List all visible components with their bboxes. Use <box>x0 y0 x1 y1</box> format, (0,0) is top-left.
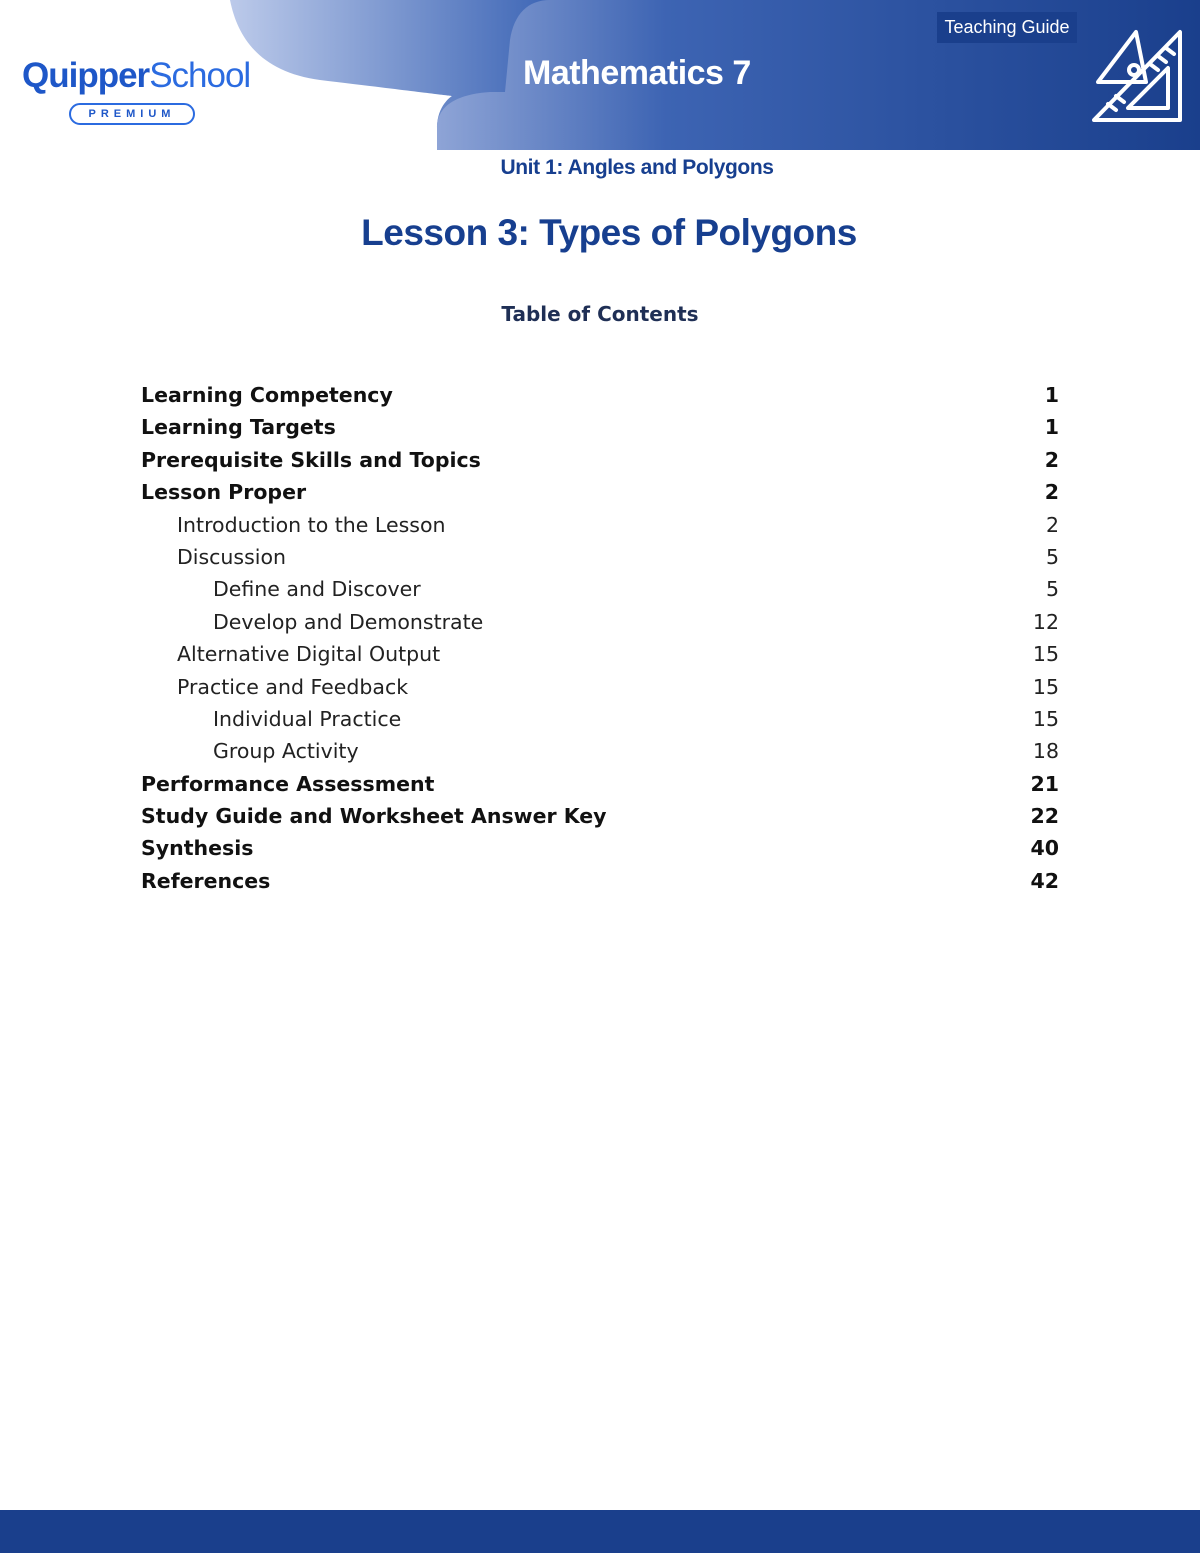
toc-item-page: 15 <box>1032 674 1059 699</box>
lesson-title: Lesson 3: Types of Polygons <box>361 212 857 253</box>
toc-item-page: 15 <box>1032 706 1059 731</box>
toc-item-title: Practice and Feedback <box>177 674 409 699</box>
toc-item-page: 5 <box>1045 544 1059 569</box>
toc-item-page: 18 <box>1032 739 1059 764</box>
toc-item-title: Define and Discover <box>213 577 421 602</box>
toc-item[interactable] <box>141 865 1059 897</box>
toc-item-page: 22 <box>1030 804 1059 829</box>
toc-item-page: 40 <box>1030 836 1059 861</box>
toc-item[interactable] <box>141 541 1059 573</box>
table-of-contents <box>141 379 1059 897</box>
toc-item[interactable] <box>141 703 1059 735</box>
toc-item-page: 2 <box>1044 447 1059 472</box>
toc-item-page: 1 <box>1044 415 1059 440</box>
toc-item[interactable] <box>141 735 1059 767</box>
toc-item[interactable] <box>141 832 1059 864</box>
quipper-school-logo <box>22 56 251 120</box>
toc-item[interactable] <box>141 379 1059 411</box>
toc-item-title: Discussion <box>177 544 287 569</box>
toc-item[interactable] <box>141 606 1059 638</box>
toc-item-page: 2 <box>1044 480 1059 505</box>
logo-quipper: Quipper <box>22 56 150 95</box>
toc-item-title: Individual Practice <box>213 706 402 731</box>
logo-school: School <box>149 56 251 95</box>
toc-item-title: Develop and Demonstrate <box>213 609 484 634</box>
toc-item-title: Group Activity <box>213 739 359 764</box>
toc-item-title: Study Guide and Worksheet Answer Key <box>141 804 607 829</box>
unit-title: Unit 1: Angles and Polygons <box>500 156 774 179</box>
footer-bar <box>0 1510 1200 1553</box>
toc-item-page: 1 <box>1044 383 1059 407</box>
toc-item[interactable] <box>141 768 1059 800</box>
premium-badge: PREMIUM <box>69 103 195 125</box>
toc-item[interactable] <box>141 411 1059 443</box>
toc-item-title: References <box>141 868 271 893</box>
toc-item[interactable] <box>141 800 1059 832</box>
toc-item-title: Learning Competency <box>141 383 393 407</box>
toc-item-title: Prerequisite Skills and Topics <box>141 447 481 472</box>
toc-item-title: Synthesis <box>141 836 254 861</box>
toc-item-title: Performance Assessment <box>141 771 435 796</box>
toc-item[interactable] <box>141 671 1059 703</box>
set-square-icon <box>1088 22 1186 128</box>
toc-item-page: 5 <box>1045 577 1059 602</box>
toc-item[interactable] <box>141 638 1059 670</box>
toc-heading: Table of Contents <box>501 302 699 326</box>
subject-title: Mathematics 7 <box>523 54 751 92</box>
toc-item-title: Introduction to the Lesson <box>177 512 446 537</box>
toc-item[interactable] <box>141 476 1059 508</box>
toc-item-title: Lesson Proper <box>141 480 307 505</box>
toc-item-title: Alternative Digital Output <box>177 642 441 667</box>
teaching-guide-badge: Teaching Guide <box>937 12 1077 43</box>
toc-item[interactable] <box>141 509 1059 541</box>
toc-item-page: 21 <box>1030 771 1059 796</box>
toc-item-title: Learning Targets <box>141 415 336 440</box>
toc-item-page: 12 <box>1032 609 1059 634</box>
toc-item[interactable] <box>141 444 1059 476</box>
toc-item-page: 42 <box>1030 868 1059 893</box>
toc-item-page: 15 <box>1032 642 1059 667</box>
toc-item[interactable] <box>141 573 1059 605</box>
toc-item-page: 2 <box>1045 512 1059 537</box>
